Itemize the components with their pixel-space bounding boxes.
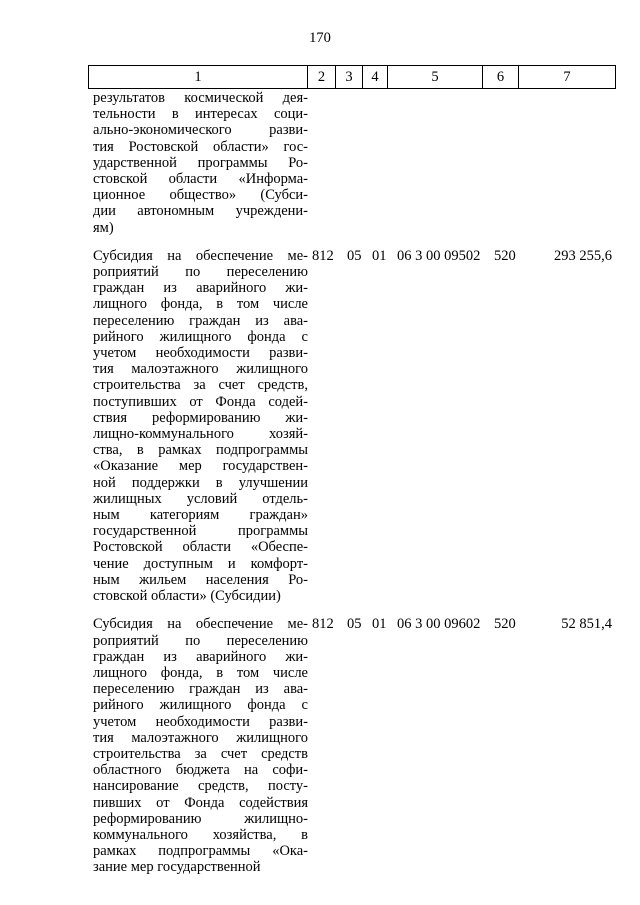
target-article-cell: 06 3 00 09602 <box>397 616 481 633</box>
section-code-cell: 05 <box>347 247 362 264</box>
description-line: дии автономным учреждени- <box>93 203 308 220</box>
description-line: тия малоэтажного жилищного <box>93 361 308 378</box>
column-header-4: 4 <box>363 66 388 89</box>
description-line: лищно-коммунального хозяй- <box>93 426 308 443</box>
description-line: роприятий по переселению <box>93 632 308 649</box>
description-line: чение доступным и комфорт- <box>93 555 308 572</box>
ministry-code-cell: 812 <box>312 247 334 264</box>
description-line: граждан из аварийного жи- <box>93 648 308 665</box>
expense-type-cell: 520 <box>494 247 516 264</box>
description-line: ударственной программы Ро- <box>93 154 308 171</box>
target-article-cell: 06 3 00 09502 <box>397 247 481 264</box>
description-line: лищного фонда, в том числе <box>93 296 308 313</box>
description-line: тельности в интересах соци- <box>93 106 308 123</box>
expense-type-cell: 520 <box>494 616 516 633</box>
description-line: областного бюджета на софи- <box>93 762 308 779</box>
amount-cell: 52 851,4 <box>561 616 612 633</box>
description-line: ной поддержки в улучшении <box>93 474 308 491</box>
table-row <box>88 90 615 236</box>
row-description <box>93 248 308 604</box>
column-header-7: 7 <box>519 66 616 89</box>
column-header-2: 2 <box>308 66 336 89</box>
description-line: ям) <box>93 219 114 236</box>
description-line: ства, в рамках подпрограммы <box>93 442 308 459</box>
description-line: стовской области» (Субсидии) <box>93 588 281 605</box>
description-line: строительства за счет средств, <box>93 377 308 394</box>
description-line: Субсидия на обеспечение ме- <box>93 247 308 264</box>
description-line: коммунального хозяйства, в <box>93 826 308 843</box>
table-body <box>88 90 615 888</box>
description-line: стовской области «Информа- <box>93 171 308 188</box>
row-description <box>93 90 308 236</box>
description-line: Субсидия на обеспечение ме- <box>93 616 308 633</box>
description-line: ально-экономического разви- <box>93 122 308 139</box>
description-line: тия Ростовской области» гос- <box>93 138 308 155</box>
description-line: ствия реформированию жи- <box>93 409 308 426</box>
column-header-5: 5 <box>388 66 483 89</box>
description-line: зание мер государственной <box>93 859 261 876</box>
description-line: ционное общество» (Субси- <box>93 187 308 204</box>
column-header-3: 3 <box>336 66 363 89</box>
description-line: ным жильем населения Ро- <box>93 571 308 588</box>
description-line: «Оказание мер государствен- <box>93 458 308 475</box>
column-header-row <box>88 65 616 89</box>
table-row <box>88 616 615 875</box>
description-line: государственной программы <box>93 523 308 540</box>
description-line: нансирование средств, посту- <box>93 778 308 795</box>
description-line: рийного жилищного фонда с <box>93 328 308 345</box>
description-line: жилищных условий отдель- <box>93 490 308 507</box>
amount-cell: 293 255,6 <box>554 247 612 264</box>
description-line: учетом необходимости разви- <box>93 713 308 730</box>
ministry-code-cell: 812 <box>312 616 334 633</box>
description-line: роприятий по переселению <box>93 264 308 281</box>
description-line: переселению граждан из ава- <box>93 681 308 698</box>
subsection-code-cell: 01 <box>372 616 387 633</box>
description-line: лищного фонда, в том числе <box>93 664 308 681</box>
description-line: тия малоэтажного жилищного <box>93 729 308 746</box>
column-header-1: 1 <box>89 66 308 89</box>
description-line: строительства за счет средств <box>93 745 308 762</box>
description-line: реформированию жилищно- <box>93 810 308 827</box>
page-number: 170 <box>309 30 331 46</box>
description-line: граждан из аварийного жи- <box>93 280 308 297</box>
column-header-6: 6 <box>483 66 519 89</box>
subsection-code-cell: 01 <box>372 247 387 264</box>
description-line: результатов космической дея- <box>93 90 308 106</box>
description-line: рийного жилищного фонда с <box>93 697 308 714</box>
description-line: поступивших от Фонда содей- <box>93 393 308 410</box>
description-line: Ростовской области «Обеспе- <box>93 539 308 556</box>
description-line: рамках подпрограммы «Ока- <box>93 843 308 860</box>
description-line: ным категориям граждан» <box>93 507 308 524</box>
description-line: учетом необходимости разви- <box>93 345 308 362</box>
description-line: переселению граждан из ава- <box>93 312 308 329</box>
row-description <box>93 616 308 875</box>
section-code-cell: 05 <box>347 616 362 633</box>
description-line: пивших от Фонда содействия <box>93 794 308 811</box>
table-row <box>88 248 615 604</box>
